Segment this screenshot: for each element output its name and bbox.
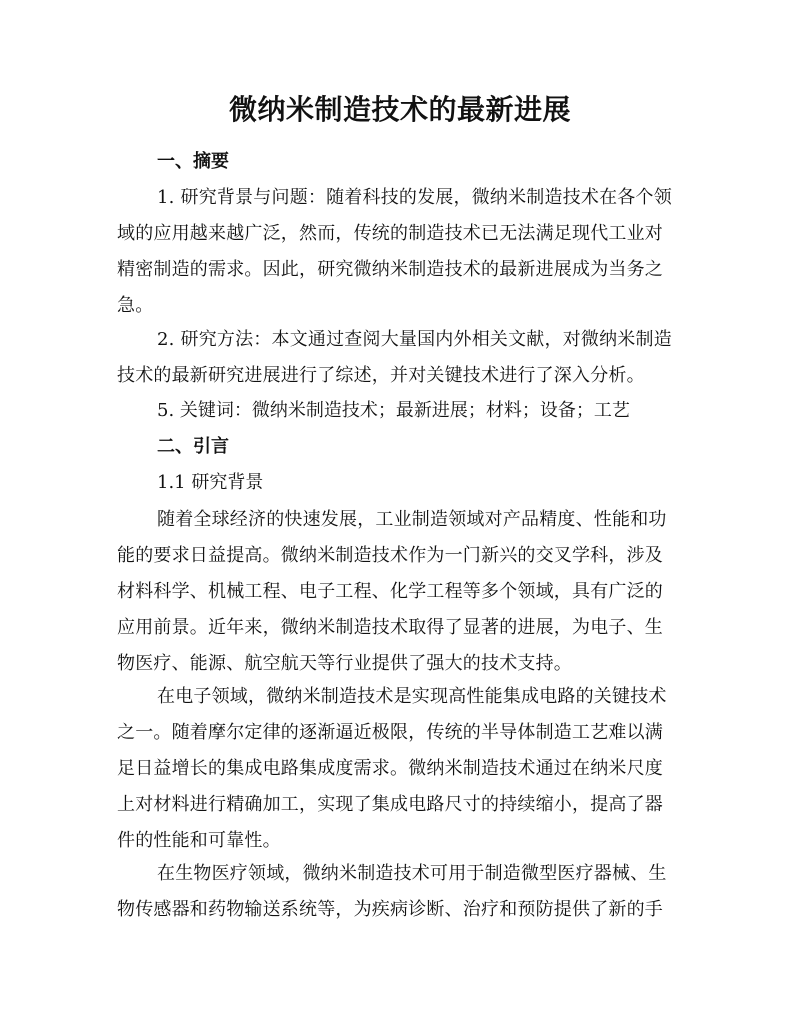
- text-line: 精密制造的需求。因此，研究微纳米制造技术的最新进展成为当务之: [117, 259, 663, 280]
- text-line: 域的应用越来越广泛，然而，传统的制造技术已无法满足现代工业对: [117, 223, 663, 244]
- keywords-line: 5. 关键词：微纳米制造技术；最新进展；材料；设备；工艺: [157, 400, 630, 421]
- text-line: 足日益增长的集成电路集成度需求。微纳米制造技术通过在纳米尺度: [117, 758, 663, 779]
- text-line: 材料科学、机械工程、电子工程、化学工程等多个领域，具有广泛的: [117, 581, 663, 602]
- text-line: 应用前景。近年来，微纳米制造技术取得了显著的进展，为电子、生: [117, 617, 663, 638]
- document-title: 微纳米制造技术的最新进展: [228, 93, 571, 126]
- text-line: 在电子领域，微纳米制造技术是实现高性能集成电路的关键技术: [157, 686, 667, 707]
- text-line: 2. 研究方法：本文通过查阅大量国内外相关文献，对微纳米制造: [157, 329, 672, 350]
- intro-heading: 二、引言: [157, 436, 229, 457]
- abstract-item-1: [117, 180, 697, 324]
- text-line: 急。: [117, 295, 154, 316]
- text-line: 之一。随着摩尔定律的逐渐逼近极限，传统的半导体制造工艺难以满: [117, 722, 663, 743]
- text-line: 1. 研究背景与问题：随着科技的发展，微纳米制造技术在各个领: [157, 187, 672, 208]
- abstract-heading: 一、摘要: [157, 151, 229, 172]
- text-line: 件的性能和可靠性。: [117, 830, 281, 851]
- text-line: 物医疗、能源、航空航天等行业提供了强大的技术支持。: [117, 653, 572, 674]
- intro-subheading: 1.1 研究背景: [157, 472, 264, 493]
- abstract-item-2: [117, 322, 697, 394]
- intro-paragraph-2: [117, 679, 697, 859]
- intro-paragraph-1: [117, 502, 697, 682]
- text-line: 技术的最新研究进展进行了综述，并对关键技术进行了深入分析。: [117, 365, 645, 386]
- text-line: 能的要求日益提高。微纳米制造技术作为一门新兴的交叉学科，涉及: [117, 545, 663, 566]
- text-line: 随着全球经济的快速发展，工业制造领域对产品精度、性能和功: [157, 509, 667, 530]
- text-line: 在生物医疗领域，微纳米制造技术可用于制造微型医疗器械、生: [157, 863, 667, 884]
- text-line: 上对材料进行精确加工，实现了集成电路尺寸的持续缩小，提高了器: [117, 794, 663, 815]
- intro-paragraph-3: [117, 856, 697, 928]
- text-line: 物传感器和药物输送系统等，为疾病诊断、治疗和预防提供了新的手: [117, 899, 663, 920]
